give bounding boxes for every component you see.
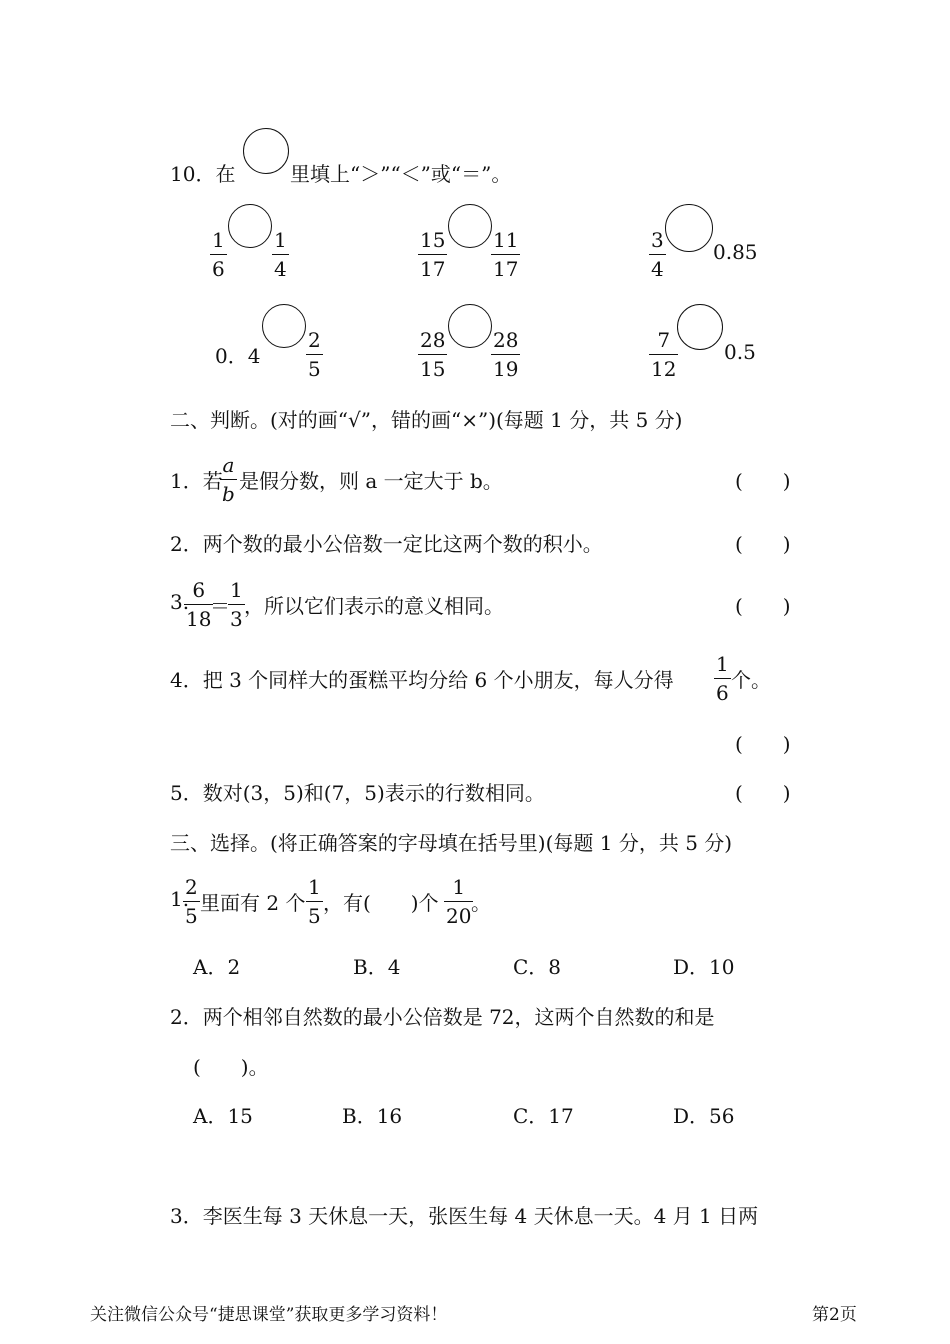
option-b[interactable]: B．4	[353, 955, 401, 979]
answer-blank[interactable]: ( )	[735, 594, 791, 618]
decimal-value: 0.5	[724, 340, 756, 364]
section-title: 二、判断。(对的画“√”，错的画“×”)(每题 1 分，共 5 分)	[170, 408, 683, 432]
fraction: 7 12	[651, 328, 677, 381]
fraction: a b	[222, 453, 235, 506]
fraction: 1 4	[274, 228, 287, 281]
question-text: ，有( )个	[323, 891, 439, 915]
compare-circle[interactable]	[262, 304, 306, 348]
footer-promo: 关注微信公众号“捷思课堂”获取更多学习资料！	[90, 1305, 448, 1325]
fraction: 1 6	[212, 228, 225, 281]
option-b[interactable]: B．16	[342, 1104, 403, 1128]
section-title: 三、选择。(将正确答案的字母填在括号里)(每题 1 分，共 5 分)	[170, 831, 733, 855]
question-text: 是假分数，则 a 一定大于 b。	[239, 469, 503, 493]
fraction: 1 3	[230, 578, 243, 631]
answer-blank[interactable]: ( )	[735, 532, 791, 556]
answer-blank[interactable]: ( )	[735, 469, 791, 493]
option-d[interactable]: D．10	[673, 955, 735, 979]
compare-circle[interactable]	[448, 304, 492, 348]
fraction: 1 5	[308, 875, 321, 928]
q10-suffix: 里填上“＞”“＜”或“＝”。	[290, 162, 512, 186]
question-text: 3．李医生每 3 天休息一天，张医生每 4 天休息一天。4 月 1 日两	[170, 1204, 759, 1228]
page-number: 第2页	[812, 1305, 857, 1325]
option-c[interactable]: C．17	[513, 1104, 574, 1128]
question-text: 2．两个相邻自然数的最小公倍数是 72，这两个自然数的和是	[170, 1005, 715, 1029]
question-text: 里面有 2 个	[200, 891, 306, 915]
question-text: 。	[471, 891, 491, 915]
fraction: 2 5	[185, 875, 198, 928]
answer-blank[interactable]: ( )	[735, 781, 791, 805]
compare-circle[interactable]	[448, 204, 492, 248]
question-text: ，所以它们表示的意义相同。	[244, 594, 504, 618]
option-d[interactable]: D．56	[673, 1104, 735, 1128]
fraction: 15 17	[420, 228, 446, 281]
answer-circle	[243, 128, 289, 174]
fraction: 6 18	[186, 578, 212, 631]
question-text: 5．数对(3，5)和(7，5)表示的行数相同。	[170, 781, 545, 805]
question-prefix: 1.	[170, 887, 190, 911]
question-text: 个。	[731, 668, 771, 692]
question-prefix: 1．若	[170, 469, 223, 493]
q10-prefix: 10．在	[170, 162, 236, 186]
fraction: 28 19	[493, 328, 519, 381]
fraction: 1 6	[716, 652, 729, 705]
compare-circle[interactable]	[665, 204, 713, 252]
compare-circle[interactable]	[228, 204, 272, 248]
fraction: 11 17	[493, 228, 519, 281]
option-a[interactable]: A．2	[193, 955, 241, 979]
option-c[interactable]: C．8	[513, 955, 562, 979]
answer-blank[interactable]: ( )。	[193, 1055, 269, 1079]
fraction: 1 20	[446, 875, 472, 928]
option-a[interactable]: A．15	[193, 1104, 253, 1128]
compare-circle[interactable]	[677, 304, 723, 350]
decimal-value: 0．4	[215, 344, 261, 368]
question-text: 2．两个数的最小公倍数一定比这两个数的积小。	[170, 532, 603, 556]
fraction: 3 4	[651, 228, 664, 281]
equals-sign: ＝	[210, 594, 230, 618]
question-prefix: 3.	[170, 590, 190, 614]
question-prefix: 4．把 3 个同样大的蛋糕平均分给 6 个小朋友，每人分得	[170, 668, 674, 692]
decimal-value: 0.85	[713, 240, 758, 264]
answer-blank[interactable]: ( )	[735, 732, 791, 756]
fraction: 28 15	[420, 328, 446, 381]
fraction: 2 5	[308, 328, 321, 381]
